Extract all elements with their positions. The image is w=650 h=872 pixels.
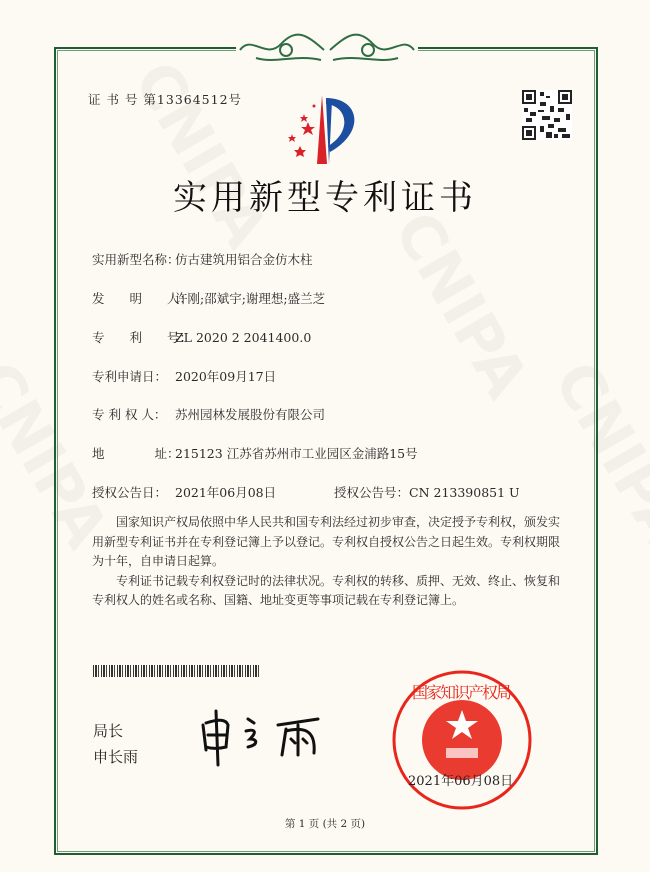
- qr-code-icon: [522, 90, 572, 140]
- chief-title: 局长: [93, 722, 124, 740]
- chief-name: 申长雨: [93, 748, 139, 766]
- field-label: 地 址：: [92, 446, 180, 461]
- barcode: [93, 665, 259, 677]
- field-label: 专 利 权 人：: [92, 407, 167, 422]
- seal-date: 2021年06月08日: [408, 774, 514, 789]
- field-value: CN 213390851 U: [409, 485, 520, 500]
- field-label: 专 利 号：: [92, 330, 193, 345]
- field-value: 215123 江苏省苏州市工业园区金浦路15号: [175, 446, 418, 461]
- field-label: 发 明 人：: [92, 291, 193, 306]
- field-application-date: [92, 367, 276, 385]
- cnipa-logo-icon: [280, 92, 380, 168]
- field-label: 授权公告号：: [334, 485, 410, 500]
- certificate-statement: [92, 513, 562, 611]
- field-value: 2020年09月17日: [175, 369, 277, 384]
- document-title: 实用新型专利证书: [173, 178, 477, 218]
- page-number: 第 1 页 (共 2 页): [284, 818, 366, 830]
- signature: [198, 705, 333, 775]
- certificate-number: 证 书 号 第13364512号: [88, 92, 243, 107]
- field-value: 仿古建筑用铝合金仿木柱: [175, 252, 313, 267]
- paragraph: 专利证书记载专利权登记时的法律状况。专利权的转移、质押、无效、终止、恢复和专利权人的姓名或名称、国籍、地址变更等事项记载在专利登记簿上。: [92, 573, 561, 607]
- field-grant-date: [92, 483, 276, 501]
- field-label: 授权公告日：: [92, 485, 168, 500]
- field-address: [92, 444, 418, 462]
- paragraph: 国家知识产权局依照中华人民共和国专利法经过初步审查，决定授予专利权，颁发实用新型专利证书并在专利登记簿上予以登记。专利权自授权公告之日起生效。专利权期限为十年，自申请日起算。: [92, 515, 561, 568]
- field-label: 实用新型名称：: [92, 252, 180, 267]
- field-value: 苏州园林发展股份有限公司: [175, 407, 326, 422]
- field-value: 许刚;邵斌宇;谢理想;盛兰芝: [175, 291, 326, 306]
- field-announcement-number: [334, 483, 520, 501]
- field-label: 专利申请日：: [92, 369, 168, 384]
- field-value: ZL 2020 2 2041400.0: [175, 330, 312, 345]
- field-inventors: [92, 289, 325, 307]
- seal-text: 国家知识产权局: [412, 683, 512, 702]
- ornament-icon: [236, 30, 418, 64]
- field-name: [92, 250, 313, 268]
- official-seal: [390, 668, 534, 812]
- field-value: 2021年06月08日: [175, 485, 277, 500]
- field-patent-number: [92, 328, 311, 346]
- field-patentee: [92, 405, 325, 423]
